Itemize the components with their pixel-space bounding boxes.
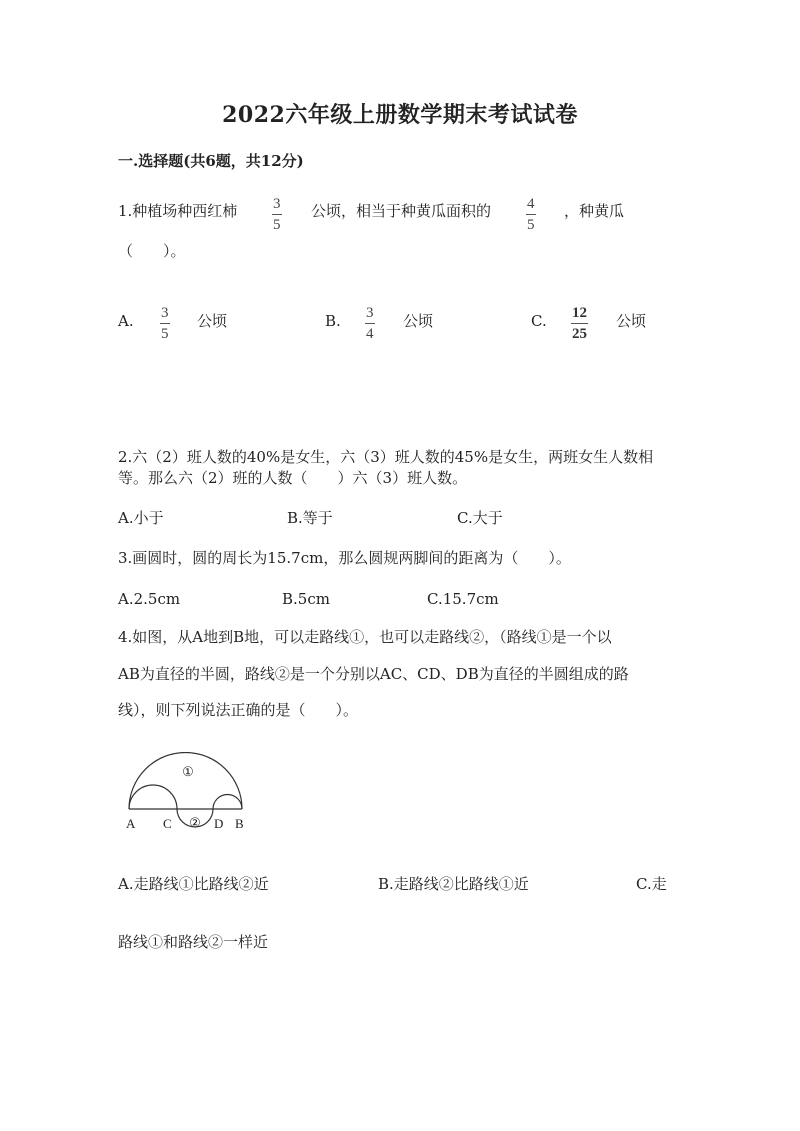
q1-fraction-2 xyxy=(526,196,536,233)
q3-option-a[interactable]: A.2.5cm xyxy=(118,590,181,608)
q4-option-c[interactable]: C.走 xyxy=(636,875,667,893)
route-2-arc-ac xyxy=(129,785,177,809)
q4-option-b[interactable]: B.走路线②比路线①近 xyxy=(378,875,529,893)
q1-option-b-unit: 公顷 xyxy=(403,312,434,330)
q1-option-b-label[interactable]: B. xyxy=(325,312,341,330)
q1-frac1-numerator: 3 xyxy=(273,196,281,212)
semicircle-routes-figure xyxy=(118,752,253,834)
numerator: 3 xyxy=(366,305,374,321)
route-1-arc xyxy=(129,753,242,810)
q2-text-line2: 等。那么六（2）班的人数（ ）六（3）班人数。 xyxy=(118,469,468,487)
section-heading: 一.选择题(共6题，共12分) xyxy=(118,152,304,170)
q4-text-line2: AB为直径的半圆，路线②是一个分别以AC、CD、DB为直径的半圆组成的路 xyxy=(118,665,629,683)
q1-option-c-label[interactable]: C. xyxy=(531,312,547,330)
numerator: 12 xyxy=(572,305,587,321)
q3-option-b[interactable]: B.5cm xyxy=(282,590,330,608)
denominator: 5 xyxy=(161,326,169,342)
route-2-label: ② xyxy=(189,815,201,830)
fraction-bar xyxy=(272,214,282,215)
fraction-bar xyxy=(160,323,170,324)
q1-answer-blank: （ ）。 xyxy=(118,242,186,260)
page-title: 2022六年级上册数学期末考试试卷 xyxy=(222,102,578,128)
q2-option-c[interactable]: C.大于 xyxy=(457,509,503,527)
q4-option-a[interactable]: A.走路线①比路线②近 xyxy=(118,875,269,893)
q4-text-line1: 4.如图，从A地到B地，可以走路线①，也可以走路线②，（路线①是一个以 xyxy=(118,628,612,646)
q1-text-part3: ，种黄瓜 xyxy=(564,202,625,220)
point-c-label: C xyxy=(163,816,172,831)
q2-option-b[interactable]: B.等于 xyxy=(287,509,333,527)
q1-option-a-unit: 公顷 xyxy=(197,312,228,330)
q1-option-c-fraction[interactable] xyxy=(571,305,588,342)
q1-frac1-denominator: 5 xyxy=(273,217,281,233)
q1-text-part1: 1.种植场种西红柿 xyxy=(118,202,238,220)
q1-option-a-label[interactable]: A. xyxy=(118,312,134,330)
q2-option-a[interactable]: A.小于 xyxy=(118,509,164,527)
fraction-bar xyxy=(571,323,588,324)
denominator: 25 xyxy=(572,326,587,342)
q2-text-line1: 2.六（2）班人数的40%是女生，六（3）班人数的45%是女生，两班女生人数相 xyxy=(118,448,654,466)
q1-option-c-unit: 公顷 xyxy=(616,312,647,330)
fraction-bar xyxy=(365,323,375,324)
q4-text-line3: 线），则下列说法正确的是（ ）。 xyxy=(118,701,359,719)
numerator: 3 xyxy=(161,305,169,321)
point-d-label: D xyxy=(214,816,224,831)
fraction-bar xyxy=(526,214,536,215)
denominator: 4 xyxy=(366,326,374,342)
q1-fraction-1 xyxy=(272,196,282,233)
q3-option-c[interactable]: C.15.7cm xyxy=(427,590,499,608)
route-2-arc-db xyxy=(213,795,242,810)
q4-option-c-continued[interactable]: 路线①和路线②一样近 xyxy=(118,933,269,951)
q3-text-line1: 3.画圆时，圆的周长为15.7cm，那么圆规两脚间的距离为（ ）。 xyxy=(118,549,571,567)
point-a-label: A xyxy=(126,816,136,831)
q1-frac2-denominator: 5 xyxy=(527,217,535,233)
q1-option-b-fraction[interactable] xyxy=(365,305,375,342)
q1-option-a-fraction[interactable] xyxy=(160,305,170,342)
q1-frac2-numerator: 4 xyxy=(527,196,535,212)
point-b-label: B xyxy=(235,816,244,831)
q1-text-part2: 公顷，相当于种黄瓜面积的 xyxy=(311,202,492,220)
route-1-label: ① xyxy=(182,764,194,779)
